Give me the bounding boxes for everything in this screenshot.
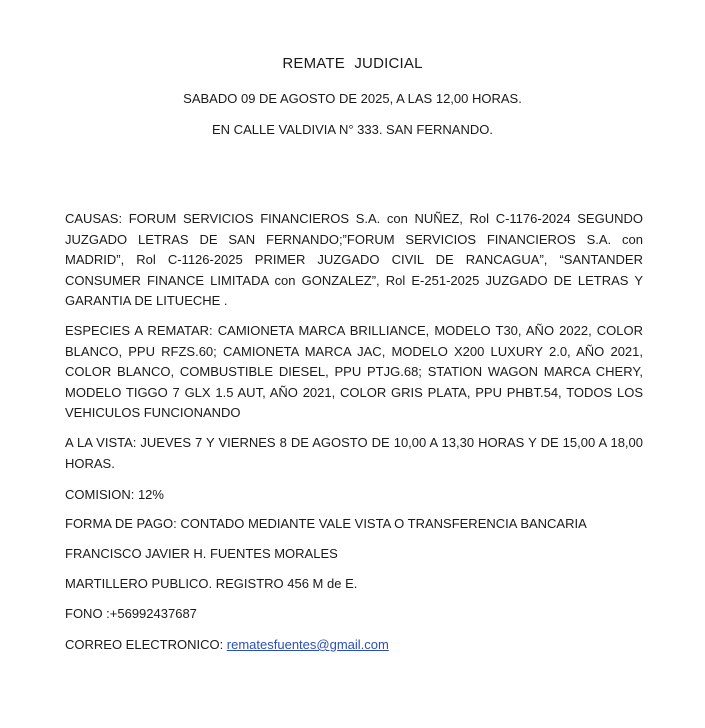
viewing-schedule-paragraph: A LA VISTA: JUEVES 7 Y VIERNES 8 DE AGOSTO DE 10,00 A 13,30 HORAS Y DE 15,00 A 18,00 HORAS. [65,435,643,471]
auction-date-line: SABADO 09 DE AGOSTO DE 2025, A LAS 12,00 HORAS. [183,91,522,106]
email-line [65,635,389,656]
email-label: CORREO ELECTRONICO: [65,637,227,652]
causas-paragraph: CAUSAS: FORUM SERVICIOS FINANCIEROS S.A. con NUÑEZ, Rol C-1176-2024 SEGUNDO JUZGADO LETRAS DE SAN FERNANDO;”FORUM SERVICIOS FINANCIEROS S.A. con MADRID”, Rol C-1126-2025 PRIMER JUZGADO CIVIL DE RANCAGUA”, “SANTANDER CONSUMER FINANCE LIMITADA con GONZALEZ”, Rol E-251-2025 JUZGADO DE LETRAS Y GARANTIA DE LITUECHE . [65,211,643,308]
auctioneer-registry-line: MARTILLERO PUBLICO. REGISTRO 456 M de E. [65,576,358,591]
auctioneer-name-line: FRANCISCO JAVIER H. FUENTES MORALES [65,546,338,561]
notice-title: REMATE JUDICIAL [282,55,423,72]
auction-address-line: EN CALLE VALDIVIA N° 333. SAN FERNANDO. [212,122,493,137]
especies-paragraph: ESPECIES A REMATAR: CAMIONETA MARCA BRILLIANCE, MODELO T30, AÑO 2022, COLOR BLANCO, PPU RFZS.60; CAMIONETA MARCA JAC, MODELO X200 LUXURY 2.0, AÑO 2021, COLOR BLANCO, COMBUSTIBLE DIESEL, PPU PTJG.68; STATION WAGON MARCA CHERY, MODELO TIGGO 7 GLX 1.5 AUT, AÑO 2021, COLOR GRIS PLATA, PPU PHBT.54, TODOS LOS VEHICULOS FUNCIONANDO [65,323,643,420]
email-link[interactable]: rematesfuentes@gmail.com [226,637,389,652]
commission-line: COMISION: 12% [65,487,164,502]
payment-method-line: FORMA DE PAGO: CONTADO MEDIANTE VALE VISTA O TRANSFERENCIA BANCARIA [65,516,587,531]
phone-line: FONO :+56992437687 [65,606,197,621]
